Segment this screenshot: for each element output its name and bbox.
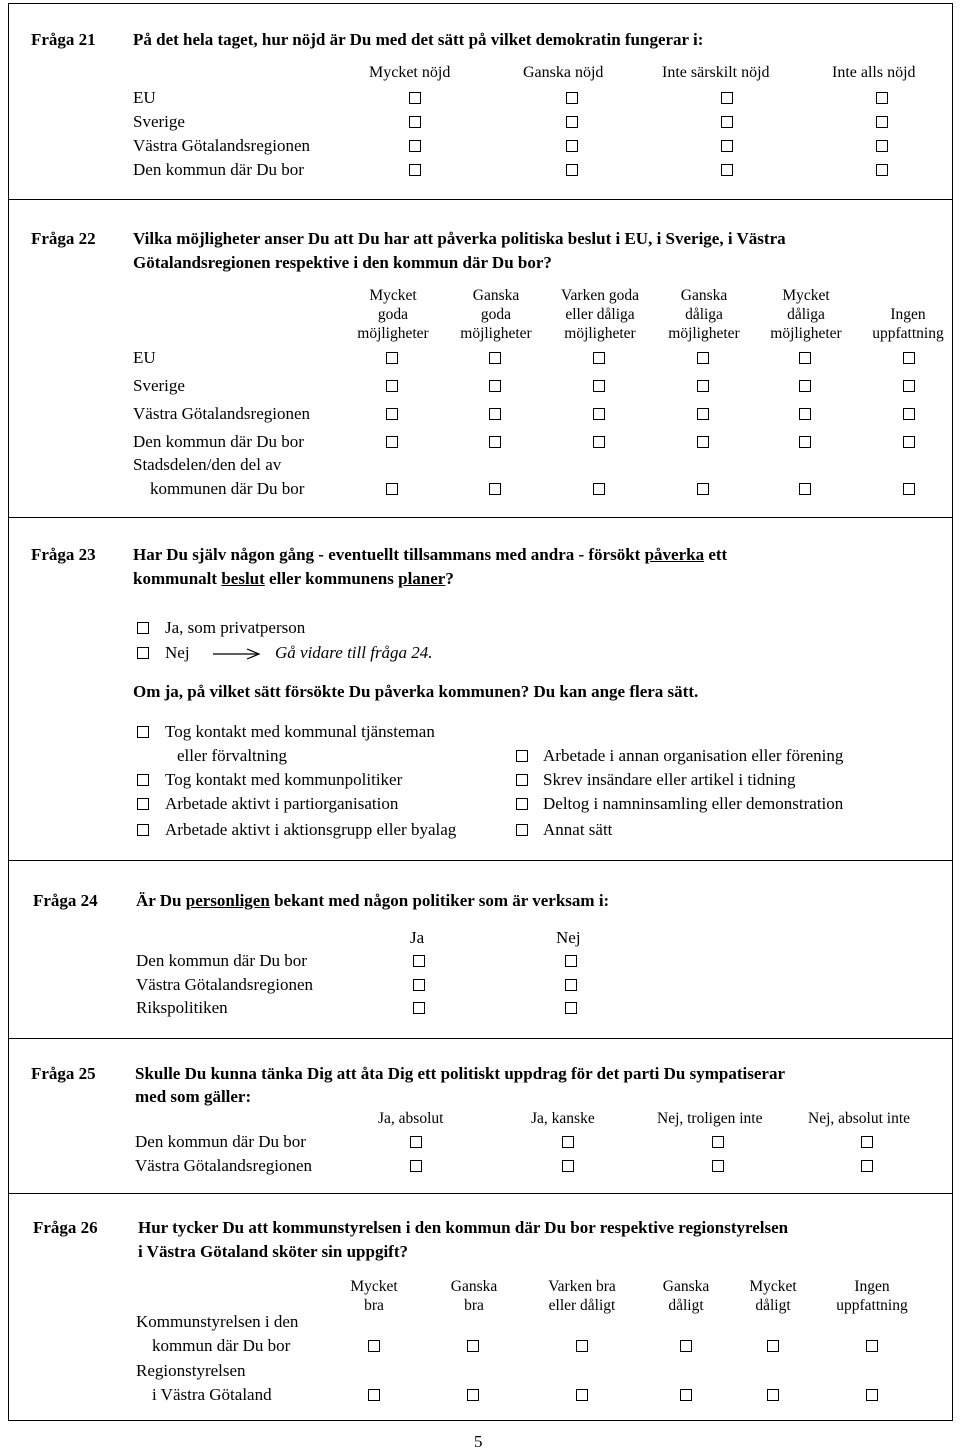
checkbox[interactable] <box>593 436 605 448</box>
checkbox[interactable] <box>876 116 888 128</box>
checkbox[interactable] <box>137 726 149 738</box>
checkbox[interactable] <box>767 1340 779 1352</box>
checkbox[interactable] <box>410 1136 422 1148</box>
column-header: Mycket goda möjligheter <box>357 287 429 342</box>
checkbox[interactable] <box>368 1340 380 1352</box>
question-number: Fråga 26 <box>33 1218 98 1237</box>
question-text: På det hela taget, hur nöjd är Du med det sätt på vilket demokratin fungerar i: <box>133 30 704 49</box>
checkbox[interactable] <box>386 408 398 420</box>
option-label: Tog kontakt med kommunpolitiker <box>165 770 403 789</box>
page-frame <box>8 3 953 1421</box>
checkbox[interactable] <box>409 92 421 104</box>
checkbox[interactable] <box>566 164 578 176</box>
row-label: Rikspolitiken <box>136 998 228 1017</box>
checkbox[interactable] <box>721 164 733 176</box>
checkbox[interactable] <box>565 1002 577 1014</box>
checkbox[interactable] <box>767 1389 779 1401</box>
column-header: Ja, absolut <box>378 1110 444 1127</box>
checkbox[interactable] <box>903 483 915 495</box>
checkbox[interactable] <box>712 1160 724 1172</box>
column-header: Mycket dåliga möjligheter <box>770 287 842 342</box>
checkbox[interactable] <box>697 436 709 448</box>
checkbox[interactable] <box>712 1136 724 1148</box>
checkbox[interactable] <box>799 380 811 392</box>
checkbox[interactable] <box>576 1389 588 1401</box>
checkbox[interactable] <box>467 1340 479 1352</box>
checkbox[interactable] <box>386 483 398 495</box>
checkbox[interactable] <box>137 798 149 810</box>
separator <box>8 860 953 861</box>
checkbox[interactable] <box>413 1002 425 1014</box>
checkbox[interactable] <box>409 164 421 176</box>
checkbox[interactable] <box>137 647 149 659</box>
checkbox[interactable] <box>697 483 709 495</box>
checkbox[interactable] <box>721 92 733 104</box>
row-label: Den kommun där Du bor <box>136 951 307 970</box>
option-label: Deltog i namninsamling eller demonstration <box>543 794 844 813</box>
question-text: Skulle Du kunna tänka Dig att åta Dig ett politiskt uppdrag för det parti Du sympatiserar <box>135 1064 786 1083</box>
column-header: Mycket dåligt <box>749 1278 797 1314</box>
separator <box>8 517 953 518</box>
option-label: eller förvaltning <box>177 746 287 765</box>
row-label: Den kommun där Du bor <box>133 432 304 451</box>
checkbox[interactable] <box>721 140 733 152</box>
question-number: Fråga 25 <box>31 1064 96 1083</box>
column-header: Mycket bra <box>350 1278 398 1314</box>
checkbox[interactable] <box>566 116 578 128</box>
column-header: Ingen uppfattning <box>836 1278 908 1314</box>
option-label: Tog kontakt med kommunal tjänsteman <box>165 722 435 741</box>
row-label: Västra Götalandsregionen <box>135 1156 313 1175</box>
row-label: Regionstyrelsen <box>136 1361 246 1380</box>
checkbox[interactable] <box>409 116 421 128</box>
row-label: Stadsdelen/den del av <box>133 455 282 474</box>
followup-question: Om ja, på vilket sätt försökte Du påverka kommunen? Du kan ange flera sätt. <box>133 682 699 701</box>
column-header: Varken bra eller dåligt <box>548 1278 616 1314</box>
checkbox[interactable] <box>409 140 421 152</box>
column-header: Nej, absolut inte <box>808 1110 911 1127</box>
row-label: Kommunstyrelsen i den <box>136 1312 299 1331</box>
checkbox[interactable] <box>516 774 528 786</box>
checkbox[interactable] <box>566 140 578 152</box>
question-text: i Västra Götaland sköter sin uppgift? <box>138 1242 408 1261</box>
checkbox[interactable] <box>368 1389 380 1401</box>
checkbox[interactable] <box>467 1389 479 1401</box>
checkbox[interactable] <box>697 352 709 364</box>
row-label: Den kommun där Du bor <box>135 1132 306 1151</box>
checkbox[interactable] <box>799 408 811 420</box>
column-header: Varken goda eller dåliga möjligheter <box>561 287 639 342</box>
question-text: kommunalt beslut eller kommunens planer? <box>133 569 454 588</box>
checkbox[interactable] <box>489 436 501 448</box>
question-text: Hur tycker Du att kommunstyrelsen i den kommun där Du bor respektive regionstyrelsen <box>138 1218 789 1237</box>
row-label: kommun där Du bor <box>152 1336 291 1355</box>
question-number: Fråga 24 <box>33 891 98 910</box>
checkbox[interactable] <box>680 1340 692 1352</box>
checkbox[interactable] <box>866 1340 878 1352</box>
checkbox[interactable] <box>799 436 811 448</box>
checkbox[interactable] <box>489 352 501 364</box>
checkbox[interactable] <box>137 622 149 634</box>
column-header: Inte alls nöjd <box>832 64 916 81</box>
checkbox[interactable] <box>489 408 501 420</box>
column-header: Ganska nöjd <box>523 64 604 81</box>
checkbox[interactable] <box>576 1340 588 1352</box>
checkbox[interactable] <box>876 140 888 152</box>
option-label: Annat sätt <box>543 820 613 839</box>
column-header: Ganska bra <box>450 1278 498 1314</box>
question-text: Är Du personligen bekant med någon politiker som är verksam i: <box>136 891 610 910</box>
column-header: Ja <box>410 928 425 947</box>
arrow-right-icon <box>213 648 261 660</box>
row-label: i Västra Götaland <box>152 1385 272 1404</box>
checkbox[interactable] <box>516 750 528 762</box>
checkbox[interactable] <box>721 116 733 128</box>
checkbox[interactable] <box>516 798 528 810</box>
checkbox[interactable] <box>593 380 605 392</box>
checkbox[interactable] <box>413 955 425 967</box>
checkbox[interactable] <box>799 352 811 364</box>
checkbox[interactable] <box>593 483 605 495</box>
column-header: Ganska goda möjligheter <box>460 287 532 342</box>
column-header: Nej <box>556 928 581 947</box>
row-label: Den kommun där Du bor <box>133 160 304 179</box>
column-header: Ingen uppfattning <box>872 306 944 342</box>
column-header: Ja, kanske <box>531 1110 595 1127</box>
checkbox[interactable] <box>565 979 577 991</box>
checkbox[interactable] <box>861 1160 873 1172</box>
column-header: Ganska dåliga möjligheter <box>668 287 740 342</box>
row-label: Västra Götalandsregionen <box>136 975 314 994</box>
checkbox[interactable] <box>566 92 578 104</box>
option-label: Arbetade aktivt i aktionsgrupp eller byalag <box>165 820 457 839</box>
page-number: 5 <box>474 1432 483 1451</box>
checkbox[interactable] <box>386 436 398 448</box>
question-text: Vilka möjligheter anser Du att Du har att påverka politiska beslut i EU, i Sverige, i Västra <box>133 229 786 248</box>
checkbox[interactable] <box>137 774 149 786</box>
column-header: Ganska dåligt <box>662 1278 710 1314</box>
checkbox[interactable] <box>876 164 888 176</box>
question-number: Fråga 21 <box>31 30 96 49</box>
separator <box>8 1193 953 1194</box>
option-label: Skrev insändare eller artikel i tidning <box>543 770 796 789</box>
checkbox[interactable] <box>562 1136 574 1148</box>
checkbox[interactable] <box>562 1160 574 1172</box>
skip-instruction: Gå vidare till fråga 24. <box>275 643 433 662</box>
option-label: Arbetade i annan organisation eller förening <box>543 746 844 765</box>
row-label: EU <box>133 348 156 367</box>
question-text: med som gäller: <box>135 1087 252 1106</box>
checkbox[interactable] <box>876 92 888 104</box>
row-label: Sverige <box>133 376 185 395</box>
column-header: Mycket nöjd <box>369 64 451 81</box>
checkbox[interactable] <box>137 824 149 836</box>
checkbox[interactable] <box>565 955 577 967</box>
checkbox[interactable] <box>697 408 709 420</box>
question-text: Götalandsregionen respektive i den kommun där Du bor? <box>133 253 552 272</box>
question-text: Har Du själv någon gång - eventuellt tillsammans med andra - försökt påverka ett <box>133 545 728 564</box>
checkbox[interactable] <box>697 380 709 392</box>
row-label: Västra Götalandsregionen <box>133 404 311 423</box>
separator <box>8 199 953 200</box>
checkbox[interactable] <box>903 380 915 392</box>
checkbox[interactable] <box>680 1389 692 1401</box>
checkbox[interactable] <box>489 380 501 392</box>
separator <box>8 1038 953 1039</box>
checkbox[interactable] <box>489 483 501 495</box>
column-header: Nej, troligen inte <box>657 1110 763 1127</box>
question-number: Fråga 22 <box>31 229 96 248</box>
row-label: kommunen där Du bor <box>150 479 305 498</box>
question-number: Fråga 23 <box>31 545 96 564</box>
option-label: Nej <box>165 643 190 662</box>
checkbox[interactable] <box>903 352 915 364</box>
checkbox[interactable] <box>410 1160 422 1172</box>
row-label: EU <box>133 88 156 107</box>
column-header: Inte särskilt nöjd <box>662 64 770 81</box>
checkbox[interactable] <box>866 1389 878 1401</box>
option-label: Ja, som privatperson <box>165 618 306 637</box>
checkbox[interactable] <box>593 352 605 364</box>
checkbox[interactable] <box>413 979 425 991</box>
checkbox[interactable] <box>386 352 398 364</box>
option-label: Arbetade aktivt i partiorganisation <box>165 794 399 813</box>
checkbox[interactable] <box>386 380 398 392</box>
checkbox[interactable] <box>593 408 605 420</box>
checkbox[interactable] <box>903 436 915 448</box>
row-label: Sverige <box>133 112 185 131</box>
checkbox[interactable] <box>861 1136 873 1148</box>
checkbox[interactable] <box>516 824 528 836</box>
row-label: Västra Götalandsregionen <box>133 136 311 155</box>
checkbox[interactable] <box>903 408 915 420</box>
checkbox[interactable] <box>799 483 811 495</box>
